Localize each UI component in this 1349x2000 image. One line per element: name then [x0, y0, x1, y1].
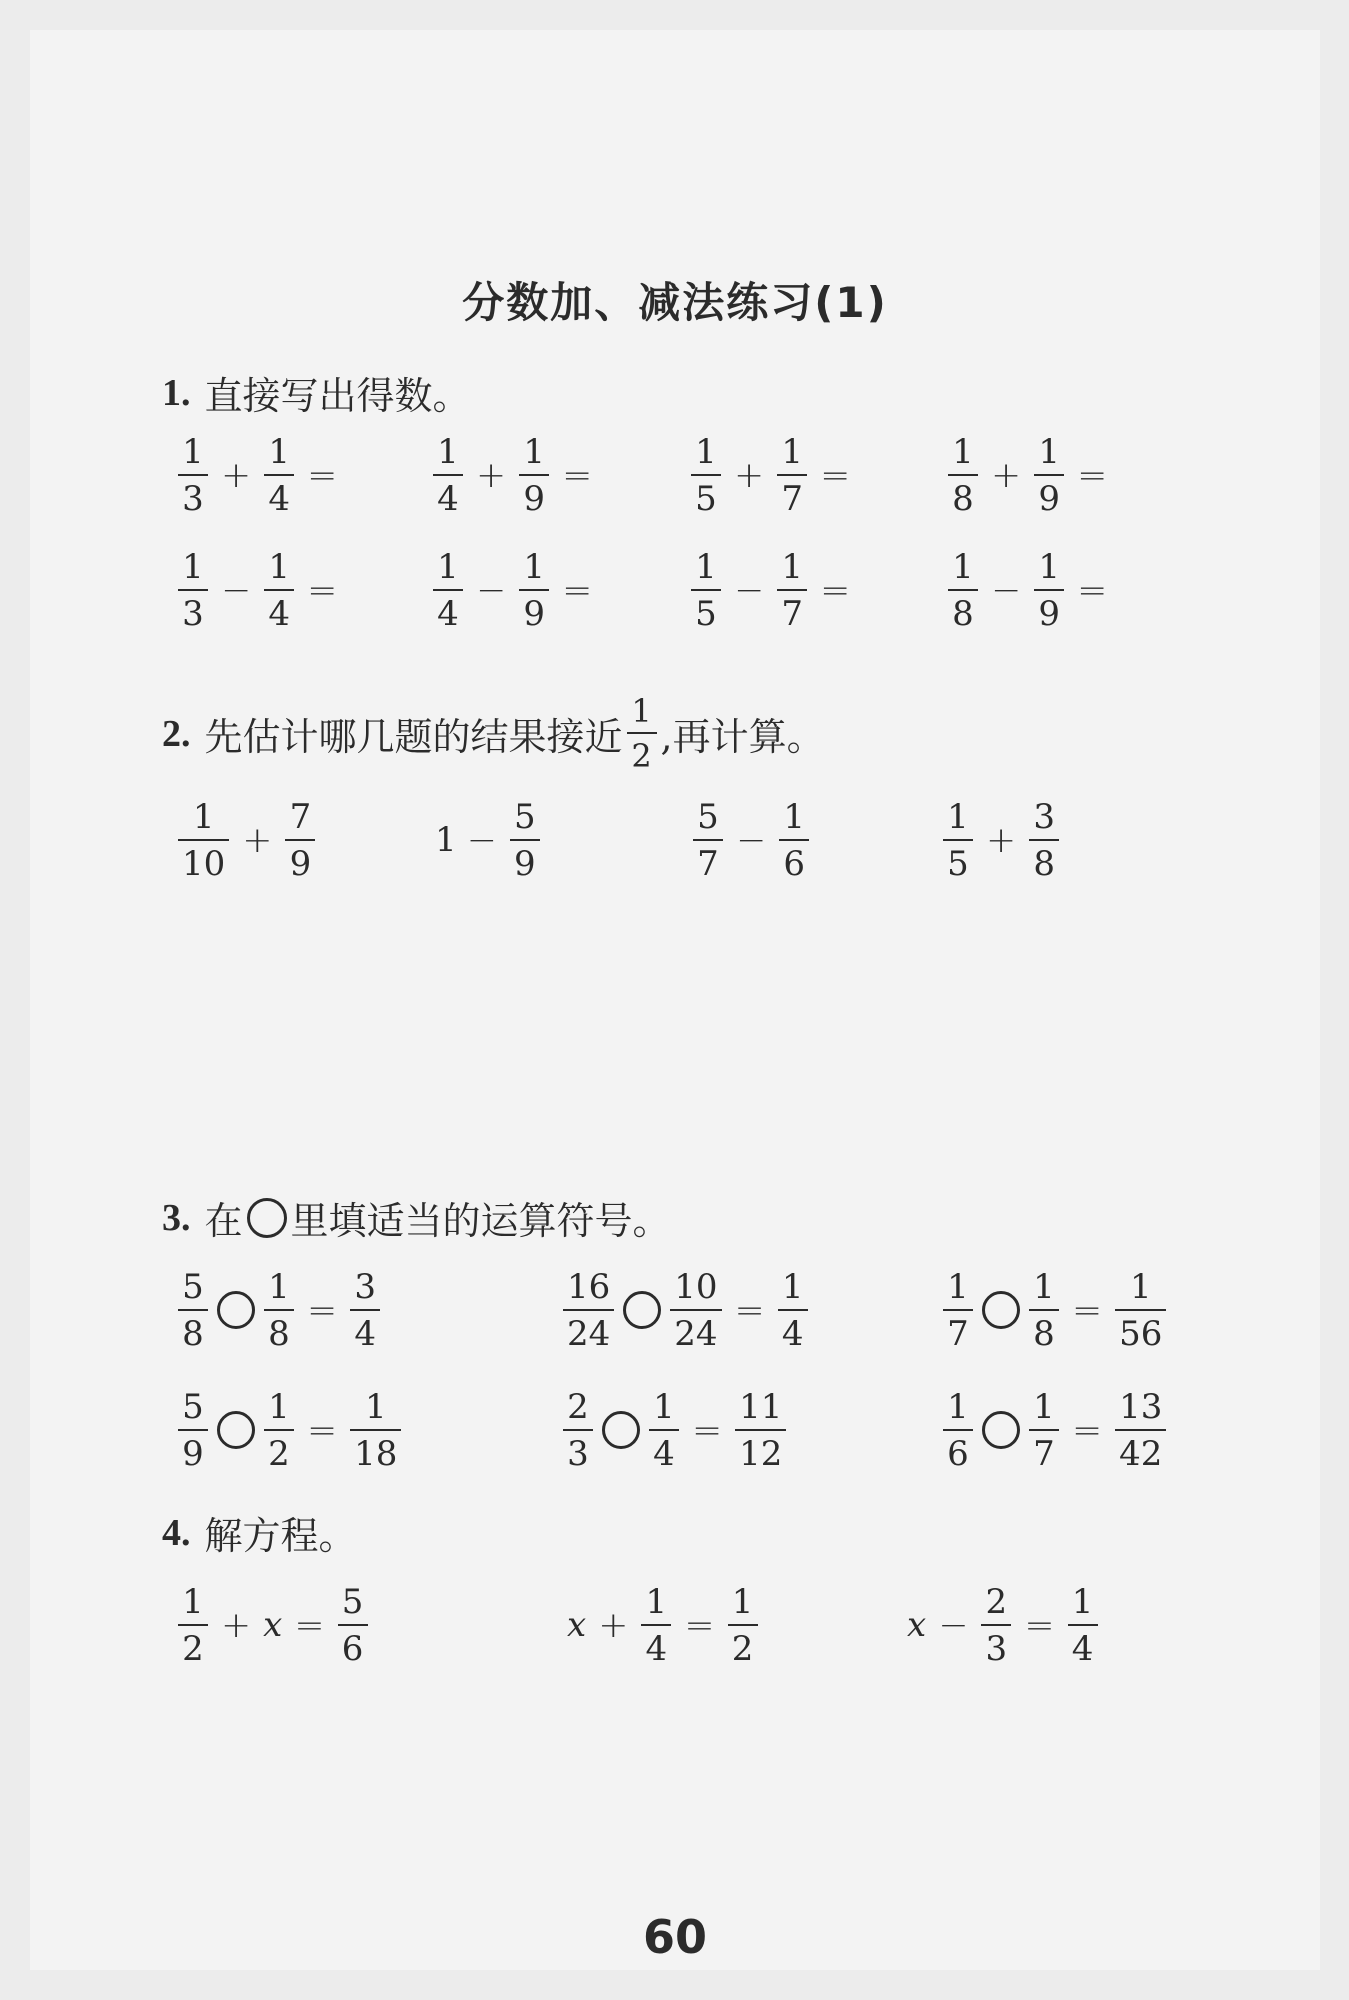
- integer: 1: [435, 820, 457, 860]
- fraction: $\frac{3}{4}$: [350, 1270, 380, 1351]
- q3-expression: [940, 1265, 1169, 1355]
- fraction: $\frac{1}{3}$: [178, 550, 208, 631]
- equals-sign: =: [562, 569, 593, 611]
- fraction: $\frac{1}{8}$: [1029, 1270, 1059, 1351]
- fraction: $\frac{11}{12}$: [735, 1390, 786, 1471]
- q2-row: [30, 795, 1320, 885]
- question-instruction: 在: [204, 1199, 243, 1243]
- q2-expression: [435, 795, 543, 885]
- q2-expression: [175, 795, 318, 885]
- fraction: $\frac{5}{9}$: [510, 800, 540, 881]
- equals-sign: =: [734, 1289, 765, 1331]
- fraction: $\frac{10}{24}$: [670, 1270, 721, 1351]
- equals-sign: =: [820, 454, 851, 496]
- fraction: $\frac{1}{9}$: [1034, 550, 1064, 631]
- fraction: $\frac{2}{3}$: [563, 1390, 593, 1471]
- fraction: $\frac{13}{42}$: [1115, 1390, 1166, 1471]
- fraction: $\frac{1}{4}$: [264, 550, 294, 631]
- q3-expression: [175, 1265, 383, 1355]
- equals-sign: =: [562, 454, 593, 496]
- fraction: $\frac{1}{5}$: [691, 435, 721, 516]
- question-3-heading: [162, 1190, 671, 1245]
- operator: +: [242, 819, 273, 861]
- fraction: $\frac{1}{4}$: [433, 550, 463, 631]
- operator-answer-circle[interactable]: [982, 1291, 1020, 1329]
- question-instruction: 先估计哪几题的结果接近: [204, 715, 623, 759]
- q4-equation: [905, 1580, 1101, 1670]
- q1-expression: [945, 430, 1117, 520]
- question-instruction: 里填适当的运算符号。: [290, 1199, 671, 1243]
- operator-answer-circle[interactable]: [217, 1411, 255, 1449]
- q3-row-2: [30, 1385, 1320, 1475]
- question-instruction: 解方程。: [204, 1514, 357, 1558]
- q3-expression: [560, 1385, 789, 1475]
- operator-answer-circle[interactable]: [217, 1291, 255, 1329]
- fraction: $\frac{1}{9}$: [519, 550, 549, 631]
- fraction: $\frac{1}{3}$: [178, 435, 208, 516]
- question-1-heading: [162, 365, 471, 420]
- q1-expression: [175, 430, 347, 520]
- q3-expression: [560, 1265, 811, 1355]
- q3-expression: [940, 1385, 1169, 1475]
- operator: +: [598, 1604, 629, 1646]
- equals-sign: =: [307, 569, 338, 611]
- operator: −: [938, 1604, 969, 1646]
- operator: +: [986, 819, 1017, 861]
- equals-sign: =: [692, 1409, 723, 1451]
- q4-row: [30, 1580, 1320, 1670]
- operator: +: [476, 454, 507, 496]
- question-4-heading: [162, 1505, 357, 1560]
- equals-sign: =: [1077, 454, 1108, 496]
- q2-expression: [940, 795, 1062, 885]
- fraction: $\frac{1}{2}$: [264, 1390, 294, 1471]
- fraction: $\frac{1}{4}$: [649, 1390, 679, 1471]
- equals-sign: =: [684, 1604, 715, 1646]
- fraction: $\frac{1}{8}$: [948, 550, 978, 631]
- question-instruction: ,再计算。: [660, 715, 825, 759]
- equals-sign: =: [307, 1289, 338, 1331]
- question-instruction: 直接写出得数。: [204, 374, 471, 418]
- fraction: $\frac{1}{4}$: [1068, 1585, 1098, 1666]
- blank-circle-icon: [247, 1198, 287, 1238]
- variable: x: [263, 1605, 283, 1645]
- operator: −: [736, 819, 767, 861]
- operator: +: [734, 454, 765, 496]
- fraction: $\frac{1}{2}$: [178, 1585, 208, 1666]
- equals-sign: =: [1024, 1604, 1055, 1646]
- fraction: $\frac{5}{8}$: [178, 1270, 208, 1351]
- question-number: 4.: [162, 1511, 191, 1554]
- fraction: $\frac{1}{56}$: [1115, 1270, 1166, 1351]
- fraction: $\frac{1}{8}$: [264, 1270, 294, 1351]
- fraction: $\frac{1}{7}$: [1029, 1390, 1059, 1471]
- fraction: $\frac{1}{4}$: [264, 435, 294, 516]
- q1-expression: [430, 545, 602, 635]
- fraction: $\frac{1}{7}$: [777, 435, 807, 516]
- fraction: $\frac{5}{6}$: [338, 1585, 368, 1666]
- fraction: $\frac{1}{4}$: [433, 435, 463, 516]
- operator: −: [734, 569, 765, 611]
- fraction: $\frac{1}{9}$: [519, 435, 549, 516]
- fraction: $\frac{1}{8}$: [948, 435, 978, 516]
- operator: −: [476, 569, 507, 611]
- fraction: $\frac{1}{4}$: [778, 1270, 808, 1351]
- q1-expression: [688, 545, 860, 635]
- operator-answer-circle[interactable]: [982, 1411, 1020, 1449]
- fraction: $\frac{1}{7}$: [943, 1270, 973, 1351]
- equals-sign: =: [307, 1409, 338, 1451]
- fraction: $\frac{1}{9}$: [1034, 435, 1064, 516]
- page-title: 分数加、减法练习(1): [462, 278, 888, 327]
- operator: +: [221, 1604, 252, 1646]
- equals-sign: =: [1072, 1409, 1103, 1451]
- fraction: $\frac{1}{5}$: [943, 800, 973, 881]
- fraction: $\frac{1}{18}$: [350, 1390, 401, 1471]
- question-number: 3.: [162, 1196, 191, 1239]
- fraction: $\frac{1}{5}$: [691, 550, 721, 631]
- question-2-heading: [162, 692, 825, 775]
- equals-sign: =: [820, 569, 851, 611]
- operator: −: [991, 569, 1022, 611]
- question-number: 1.: [162, 371, 191, 414]
- q2-expression: [690, 795, 812, 885]
- fraction: $\frac{1}{7}$: [777, 550, 807, 631]
- fraction: $\frac{16}{24}$: [563, 1270, 614, 1351]
- q1-row-2: [30, 545, 1320, 635]
- equals-sign: =: [307, 454, 338, 496]
- q3-expression: [175, 1385, 404, 1475]
- q4-equation: [175, 1580, 371, 1670]
- operator-answer-circle[interactable]: [602, 1411, 640, 1449]
- fraction: $\frac{1}{2}$: [627, 695, 657, 772]
- variable: x: [567, 1605, 587, 1645]
- q1-expression: [688, 430, 860, 520]
- q4-equation: [565, 1580, 761, 1670]
- worksheet-page: [30, 30, 1320, 1970]
- variable: x: [907, 1605, 927, 1645]
- q3-row-1: [30, 1265, 1320, 1355]
- operator: −: [466, 819, 497, 861]
- fraction: $\frac{1}{2}$: [728, 1585, 758, 1666]
- equals-sign: =: [1077, 569, 1108, 611]
- q1-expression: [430, 430, 602, 520]
- fraction: $\frac{5}{9}$: [178, 1390, 208, 1471]
- fraction: $\frac{3}{8}$: [1029, 800, 1059, 881]
- q1-expression: [945, 545, 1117, 635]
- equals-sign: =: [294, 1604, 325, 1646]
- fraction: $\frac{1}{4}$: [641, 1585, 671, 1666]
- fraction: $\frac{2}{3}$: [981, 1585, 1011, 1666]
- operator-answer-circle[interactable]: [623, 1291, 661, 1329]
- fraction: $\frac{1}{6}$: [779, 800, 809, 881]
- page-number: 60: [642, 1910, 707, 1964]
- q1-row-1: [30, 430, 1320, 520]
- q1-expression: [175, 545, 347, 635]
- question-number: 2.: [162, 712, 191, 755]
- fraction: $\frac{7}{9}$: [285, 800, 315, 881]
- operator: −: [221, 569, 252, 611]
- equals-sign: =: [1072, 1289, 1103, 1331]
- operator: +: [991, 454, 1022, 496]
- fraction: $\frac{1}{10}$: [178, 800, 229, 881]
- operator: +: [221, 454, 252, 496]
- fraction: $\frac{1}{6}$: [943, 1390, 973, 1471]
- fraction: $\frac{5}{7}$: [693, 800, 723, 881]
